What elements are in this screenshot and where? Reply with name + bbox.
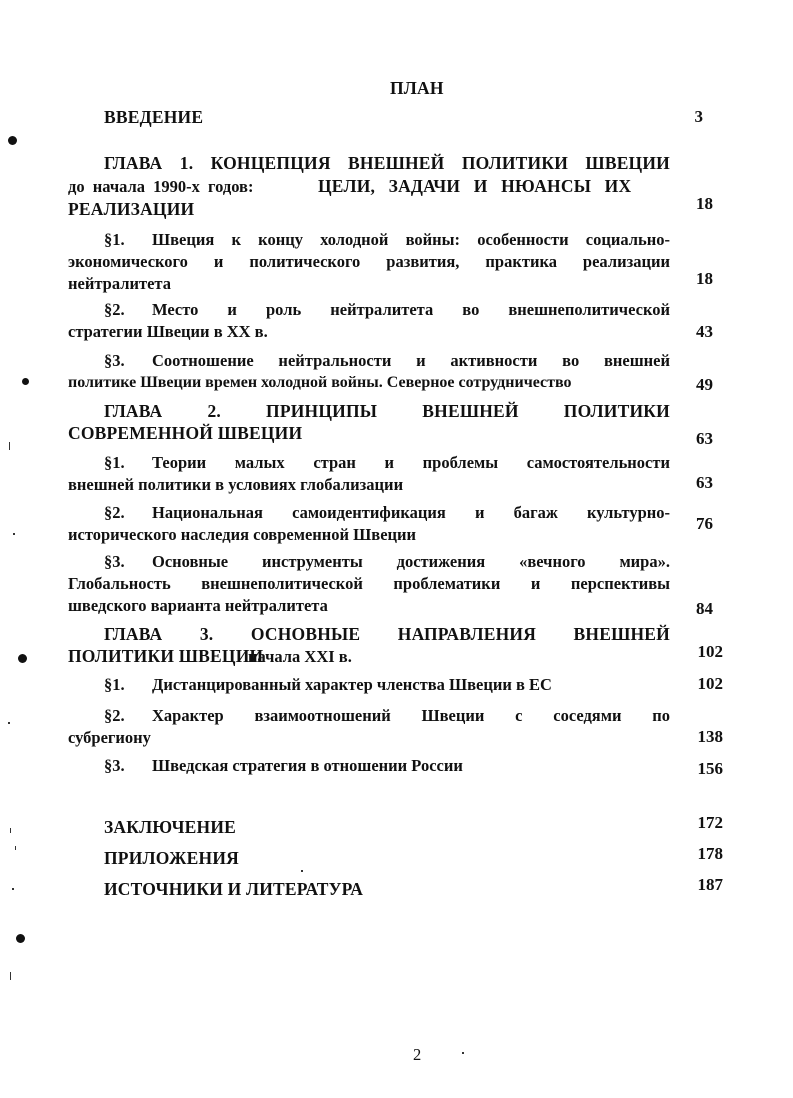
section-2-3-line-1[interactable]: Основные инструменты достижения «вечного мира». <box>152 552 670 571</box>
toc-conclusion-label[interactable]: ЗАКЛЮЧЕНИЕ <box>104 817 237 837</box>
section-number: §1. <box>104 675 125 694</box>
chapter-3-page: 102 <box>697 642 723 661</box>
chapter-2-heading-line-2[interactable]: СОВРЕМЕННОЙ ШВЕЦИИ <box>68 423 303 443</box>
toc-appendices-page: 178 <box>697 844 723 863</box>
page-title: ПЛАН <box>390 78 444 98</box>
chapter-1-heading-line-2b[interactable]: ЦЕЛИ, ЗАДАЧИ И НЮАНСЫ ИХ <box>318 176 632 196</box>
section-3-2-page: 138 <box>697 727 723 746</box>
section-number: §2. <box>104 503 125 522</box>
toc-conclusion-page: 172 <box>697 813 723 832</box>
toc-sources-page: 187 <box>697 875 723 894</box>
chapter-2-heading-line-1[interactable]: ГЛАВА 2. ПРИНЦИПЫ ВНЕШНЕЙ ПОЛИТИКИ <box>104 401 670 421</box>
chapter-1-heading-line-1[interactable]: ГЛАВА 1. КОНЦЕПЦИЯ ВНЕШНЕЙ ПОЛИТИКИ ШВЕЦИИ <box>104 153 670 173</box>
section-number: §1. <box>104 230 125 249</box>
section-3-1-line-1[interactable]: Дистанцированный характер членства Швеции в ЕС <box>152 675 552 694</box>
section-3-2-line-2[interactable]: субрегиону <box>68 728 151 747</box>
section-2-2-line-1[interactable]: Национальная самоидентификация и багаж культурно- <box>152 503 670 522</box>
chapter-3-heading-line-2b[interactable]: начала XXI в. <box>248 647 352 666</box>
scan-speck <box>8 722 10 724</box>
section-number: §2. <box>104 300 125 319</box>
section-number: §3. <box>104 552 125 571</box>
section-1-2-page: 43 <box>696 322 713 341</box>
section-2-3-page: 84 <box>696 599 713 618</box>
scan-speck <box>13 533 15 535</box>
binder-hole-mark <box>18 654 27 663</box>
section-3-2-line-1[interactable]: Характер взаимоотношений Швеции с соседями по <box>152 706 670 725</box>
binder-hole-mark <box>22 378 29 385</box>
section-1-3-line-1[interactable]: Соотношение нейтральности и активности во внешней <box>152 351 670 370</box>
chapter-3-heading-line-1[interactable]: ГЛАВА 3. ОСНОВНЫЕ НАПРАВЛЕНИЯ ВНЕШНЕЙ <box>104 624 670 644</box>
section-2-1-line-1[interactable]: Теории малых стран и проблемы самостоятельности <box>152 453 670 472</box>
toc-intro-label[interactable]: ВВЕДЕНИЕ <box>104 107 204 127</box>
section-number: §2. <box>104 706 125 725</box>
section-3-3-page: 156 <box>697 759 723 778</box>
chapter-1-heading-line-3[interactable]: РЕАЛИЗАЦИИ <box>68 199 195 219</box>
section-1-1-line-3[interactable]: нейтралитета <box>68 274 171 293</box>
scan-speck <box>462 1052 464 1054</box>
section-1-1-line-2[interactable]: экономического и политического развития, практика реализации <box>68 252 670 271</box>
section-3-1-page: 102 <box>697 674 723 693</box>
section-number: §3. <box>104 756 125 775</box>
section-3-3-line-1[interactable]: Шведская стратегия в отношении России <box>152 756 463 775</box>
section-1-1-page: 18 <box>696 269 713 288</box>
section-2-2-page: 76 <box>696 514 713 533</box>
section-number: §1. <box>104 453 125 472</box>
section-1-2-line-2[interactable]: стратегии Швеции в XX в. <box>68 322 268 341</box>
section-1-2-line-1[interactable]: Место и роль нейтралитета во внешнеполитической <box>152 300 670 319</box>
chapter-2-page: 63 <box>696 429 713 448</box>
binder-hole-mark <box>8 136 17 145</box>
section-2-3-line-2[interactable]: Глобальность внешнеполитической проблематики и перспективы <box>68 574 670 593</box>
binder-hole-mark <box>16 934 25 943</box>
page-number: 2 <box>413 1045 422 1064</box>
section-2-3-line-3[interactable]: шведского варианта нейтралитета <box>68 596 328 615</box>
toc-sources-label[interactable]: ИСТОЧНИКИ И ЛИТЕРАТУРА <box>104 879 364 899</box>
section-2-2-line-2[interactable]: исторического наследия современной Швеции <box>68 525 417 544</box>
scan-speck <box>15 846 16 850</box>
scan-speck <box>10 972 11 980</box>
scan-speck <box>9 442 10 450</box>
toc-intro-page: 3 <box>694 107 703 126</box>
chapter-3-heading-line-2a[interactable]: ПОЛИТИКИ ШВЕЦИИ <box>68 646 264 666</box>
section-1-3-page: 49 <box>696 375 713 394</box>
toc-appendices-label[interactable]: ПРИЛОЖЕНИЯ <box>104 848 239 868</box>
section-2-1-page: 63 <box>696 473 713 492</box>
chapter-1-page: 18 <box>696 194 713 213</box>
section-1-1-line-1[interactable]: Швеция к концу холодной войны: особенности социально- <box>152 230 670 249</box>
chapter-1-heading-line-2a[interactable]: до начала 1990-х годов: <box>68 177 254 196</box>
section-2-1-line-2[interactable]: внешней политики в условиях глобализации <box>68 475 404 494</box>
section-number: §3. <box>104 351 125 370</box>
section-1-3-line-2[interactable]: политике Швеции времен холодной войны. Северное сотрудничество <box>68 374 572 391</box>
scan-speck <box>301 870 303 872</box>
scan-speck <box>10 828 11 833</box>
scan-speck <box>12 888 14 890</box>
